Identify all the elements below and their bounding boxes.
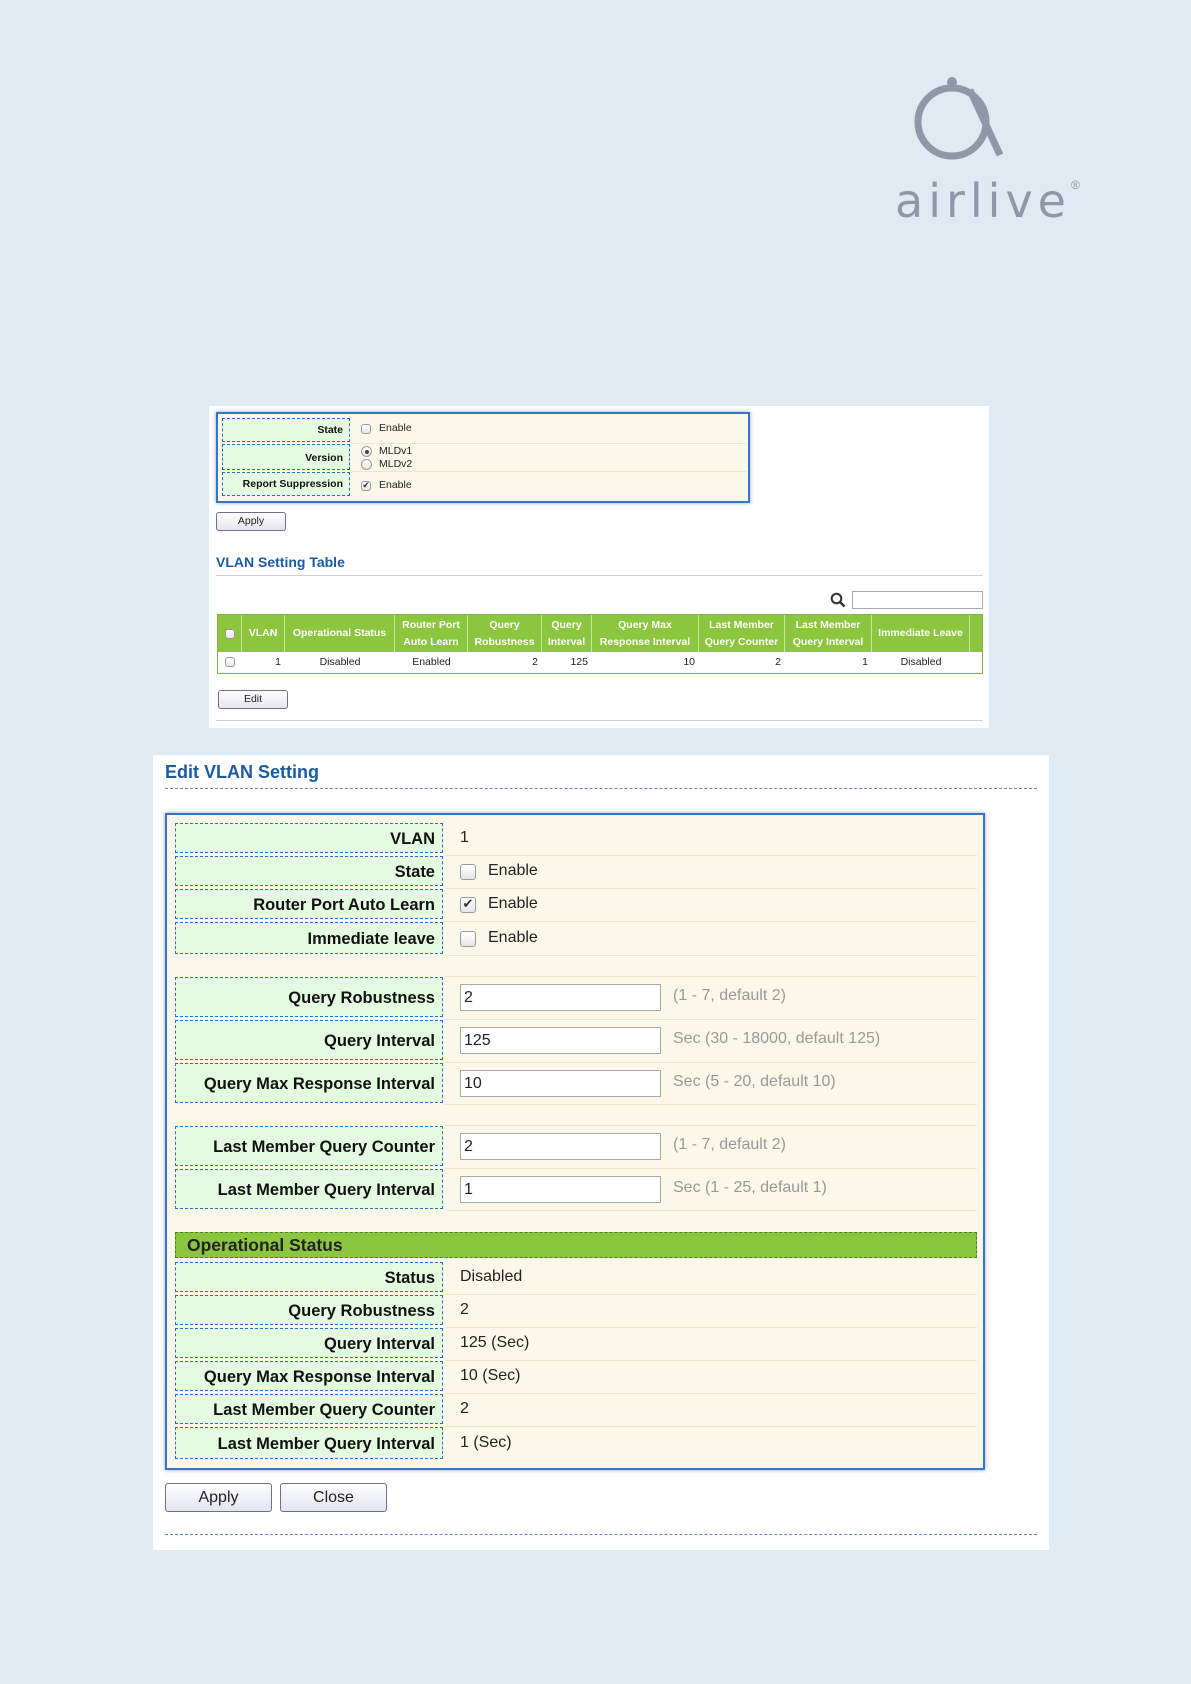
op-query-max-response-interval-value: 10 (Sec) <box>460 1367 521 1384</box>
table-search-input[interactable] <box>852 591 983 609</box>
query-robustness-label: Query Robustness <box>175 977 443 1017</box>
mldv1-radio[interactable] <box>361 446 372 457</box>
mldv2-radio[interactable] <box>361 459 372 470</box>
query-interval-label: Query Interval <box>175 1020 443 1060</box>
title-divider <box>216 575 983 576</box>
row-divider <box>445 1019 977 1020</box>
title-dashed-divider <box>165 788 1037 789</box>
state-enable-text: Enable <box>379 422 412 434</box>
header-select-all <box>218 615 242 652</box>
edit-state-enable-text: Enable <box>488 862 538 879</box>
operational-status-header-text: Operational Status <box>187 1235 343 1255</box>
cell-query-interval: 125 <box>570 656 588 668</box>
cell-vlan: 1 <box>275 656 281 668</box>
op-status-value: Disabled <box>460 1268 523 1285</box>
state-enable-checkbox[interactable] <box>361 424 371 434</box>
row-divider <box>445 955 977 956</box>
state-label: State <box>222 418 350 442</box>
vlan-label: VLAN <box>175 823 443 853</box>
cell-query-max-response-interval: 10 <box>683 656 695 668</box>
op-query-interval-label: Query Interval <box>175 1328 443 1358</box>
report-suppression-enable-text: Enable <box>379 479 412 491</box>
row-divider <box>445 888 977 889</box>
search-icon[interactable] <box>830 592 846 608</box>
row-divider <box>352 443 746 444</box>
op-query-max-response-interval-label: Query Max Response Interval <box>175 1361 443 1391</box>
col-immediate-leave[interactable]: Immediate Leave <box>872 615 970 652</box>
query-interval-input[interactable]: 125 <box>460 1027 661 1054</box>
row-divider <box>352 471 746 472</box>
op-last-member-query-interval-value: 1 (Sec) <box>460 1434 512 1451</box>
version-label: Version <box>222 444 350 470</box>
registered-mark: ® <box>1071 178 1080 192</box>
col-last-member-query-counter[interactable]: Last Member Query Counter <box>699 615 785 652</box>
op-query-robustness-value: 2 <box>460 1301 469 1318</box>
vlan-table-title: VLAN Setting Table <box>216 554 345 570</box>
row-divider <box>445 1104 977 1105</box>
row-divider <box>445 1210 977 1211</box>
edit-button[interactable]: Edit <box>218 690 288 709</box>
last-member-query-counter-hint: (1 - 7, default 2) <box>673 1136 786 1153</box>
report-suppression-checkbox[interactable] <box>361 481 371 491</box>
row-divider <box>445 1327 977 1328</box>
last-member-query-interval-hint: Sec (1 - 25, default 1) <box>673 1179 827 1196</box>
query-robustness-input[interactable]: 2 <box>460 984 661 1011</box>
row-divider <box>445 855 977 856</box>
edit-apply-button[interactable]: Apply <box>165 1483 272 1512</box>
row-divider <box>445 1125 977 1126</box>
col-router-port-auto-learn[interactable]: Router Port Auto Learn <box>395 615 468 652</box>
mldv1-text: MLDv1 <box>379 445 413 457</box>
row-divider <box>445 1168 977 1169</box>
op-query-robustness-label: Query Robustness <box>175 1295 443 1325</box>
op-last-member-query-counter-value: 2 <box>460 1400 469 1417</box>
immediate-leave-enable-text: Enable <box>488 929 538 946</box>
table-row[interactable] <box>218 652 982 673</box>
vlan-setting-table <box>217 614 983 674</box>
row-divider <box>445 1062 977 1063</box>
cell-operational-status: Disabled <box>319 656 361 668</box>
cell-router-port-auto-learn: Enabled <box>412 656 451 668</box>
state-label: State <box>175 856 443 886</box>
cell-immediate-leave: Disabled <box>900 656 942 668</box>
col-query-interval[interactable]: Query Interval <box>542 615 592 652</box>
col-query-robustness[interactable]: Query Robustness <box>468 615 542 652</box>
query-interval-hint: Sec (30 - 18000, default 125) <box>673 1030 881 1047</box>
query-max-response-interval-hint: Sec (5 - 20, default 10) <box>673 1073 836 1090</box>
query-robustness-hint: (1 - 7, default 2) <box>673 987 786 1004</box>
op-query-interval-value: 125 (Sec) <box>460 1334 530 1351</box>
col-query-max-response-interval[interactable]: Query Max Response Interval <box>592 615 699 652</box>
cell-last-member-query-interval: 1 <box>862 656 868 668</box>
row-divider <box>445 921 977 922</box>
bottom-dashed-divider <box>165 1534 1037 1535</box>
table-header-row <box>218 615 982 652</box>
col-operational-status[interactable]: Operational Status <box>285 615 395 652</box>
row-divider <box>445 1360 977 1361</box>
row-divider <box>445 1294 977 1295</box>
report-suppression-label: Report Suppression <box>222 472 350 496</box>
edit-state-checkbox[interactable] <box>460 864 476 880</box>
query-max-response-interval-label: Query Max Response Interval <box>175 1063 443 1103</box>
airlive-logo-text: airlive <box>895 174 1071 228</box>
row-select-checkbox[interactable] <box>225 657 235 667</box>
last-member-query-counter-label: Last Member Query Counter <box>175 1126 443 1166</box>
immediate-leave-label: Immediate leave <box>175 922 443 954</box>
close-button[interactable]: Close <box>280 1483 387 1512</box>
col-last-member-query-interval[interactable]: Last Member Query Interval <box>785 615 872 652</box>
airlive-logo <box>895 70 1085 230</box>
router-port-auto-learn-checkbox[interactable] <box>460 897 476 913</box>
airlive-logo-mark-icon <box>900 70 1010 165</box>
col-vlan[interactable]: VLAN <box>242 615 285 652</box>
select-all-checkbox[interactable] <box>225 629 235 639</box>
immediate-leave-checkbox[interactable] <box>460 931 476 947</box>
last-member-query-interval-input[interactable]: 1 <box>460 1176 661 1203</box>
router-port-auto-learn-enable-text: Enable <box>488 895 538 912</box>
router-port-auto-learn-label: Router Port Auto Learn <box>175 889 443 919</box>
row-divider <box>445 976 977 977</box>
panel-bottom-divider <box>216 720 983 721</box>
edit-vlan-title: Edit VLAN Setting <box>165 762 319 782</box>
op-last-member-query-interval-label: Last Member Query Interval <box>175 1427 443 1459</box>
cell-last-member-query-counter: 2 <box>775 656 781 668</box>
row-divider <box>445 1426 977 1427</box>
global-apply-button[interactable]: Apply <box>216 512 286 531</box>
op-last-member-query-counter-label: Last Member Query Counter <box>175 1394 443 1424</box>
last-member-query-interval-label: Last Member Query Interval <box>175 1169 443 1209</box>
vlan-value: 1 <box>460 829 469 846</box>
row-divider <box>445 1393 977 1394</box>
query-max-response-interval-input[interactable]: 10 <box>460 1070 661 1097</box>
last-member-query-counter-input[interactable]: 2 <box>460 1133 661 1160</box>
op-status-label: Status <box>175 1262 443 1292</box>
cell-query-robustness: 2 <box>532 656 538 668</box>
mldv2-text: MLDv2 <box>379 458 413 470</box>
